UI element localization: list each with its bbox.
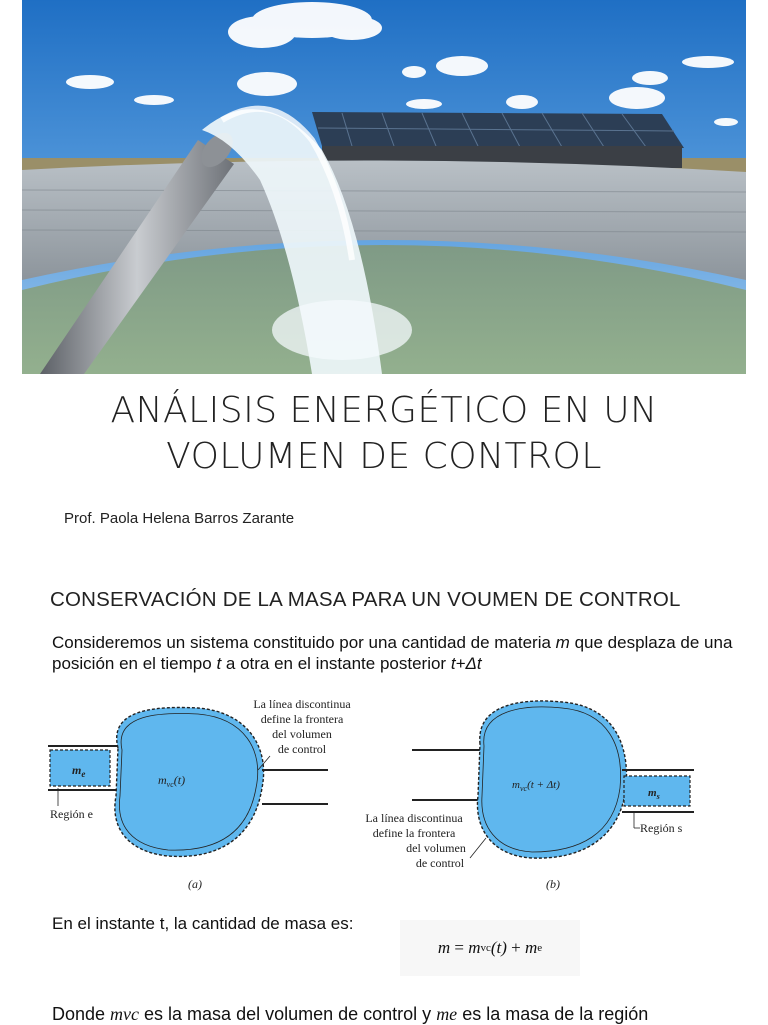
section-heading: CONSERVACIÓN DE LA MASA PARA UN VOUMEN DE CONTROL <box>50 588 681 611</box>
outlet-mass-label: m <box>648 787 657 799</box>
intro-var-tdt: t+Δt <box>450 654 482 673</box>
intro-text-1: Consideremos un sistema constituido por una cantidad de materia <box>52 633 556 652</box>
intro-text-3: a otra en el instante posterior <box>221 654 451 673</box>
note-a-line-2: define la frontera <box>260 712 344 726</box>
figure-b-diagram <box>352 688 698 900</box>
def-text-2: es la masa del volumen de control y <box>139 1004 437 1024</box>
note-b-line-3: del volumen <box>406 841 466 855</box>
eq-me: m <box>525 938 538 957</box>
cv-mass-sub-b: vc <box>519 784 528 793</box>
intro-var-m: m <box>555 633 570 652</box>
inlet-mass-sub: e <box>81 769 86 779</box>
region-s-label: Región s <box>640 821 683 835</box>
region-e-label: Región e <box>50 807 93 821</box>
mass-statement: En el instante t, la cantidad de masa es: <box>52 914 354 933</box>
eq-equals: = <box>454 938 464 957</box>
def-text-3: es la masa de la región <box>457 1004 649 1024</box>
inlet-mass-label: m <box>72 763 82 777</box>
eq-m: m <box>437 938 451 957</box>
eq-e-sub: e <box>537 942 543 954</box>
eq-vc-sub: vc <box>480 942 491 954</box>
cv-mass-sub-a: vc <box>166 780 174 789</box>
figure-a-diagram <box>48 688 378 900</box>
eq-arg: (t) <box>490 938 507 957</box>
control-volume-a <box>115 707 264 856</box>
note-b-line-4: de control <box>415 856 465 870</box>
cv-mass-arg-a: (t) <box>173 773 186 787</box>
author-name: Prof. Paola Helena Barros Zarante <box>64 510 295 527</box>
note-a-line-3: del volumen <box>272 727 332 741</box>
outlet-mass-sub: s <box>656 792 660 801</box>
outlet-region <box>624 776 690 806</box>
eq-mvc: m <box>468 938 481 957</box>
def-mvc: mvc <box>110 1004 140 1024</box>
mass-equation <box>400 920 580 976</box>
note-b-line-2: define la frontera <box>372 826 456 840</box>
note-a-line-1: La línea discontinua <box>253 697 351 711</box>
intro-var-t: t <box>216 654 222 673</box>
definition-line <box>52 1004 768 1025</box>
hero-photo <box>22 0 746 374</box>
def-me: me <box>436 1004 458 1024</box>
cv-mass-label-b: m <box>512 779 520 791</box>
def-text-1: Donde <box>52 1004 111 1024</box>
caption-b: (b) <box>546 877 560 891</box>
slide-title <box>0 388 768 480</box>
intro-text-2: que desplaza de una posición en el tiempo <box>52 633 733 673</box>
intro-paragraph <box>52 632 752 674</box>
svg-text:mvc(t + Δt) <box>512 779 560 793</box>
cv-mass-label-a: m <box>158 773 167 787</box>
eq-plus: + <box>511 938 521 957</box>
note-b-line-1: La línea discontinua <box>365 811 463 825</box>
title-line-1: ANÁLISIS ENERGÉTICO EN UN <box>110 390 658 431</box>
cv-mass-arg-b: (t + Δt) <box>527 779 560 791</box>
title-line-2: VOLUMEN DE CONTROL <box>166 436 602 477</box>
caption-a: (a) <box>188 877 202 891</box>
note-a-line-4: de control <box>277 742 327 756</box>
